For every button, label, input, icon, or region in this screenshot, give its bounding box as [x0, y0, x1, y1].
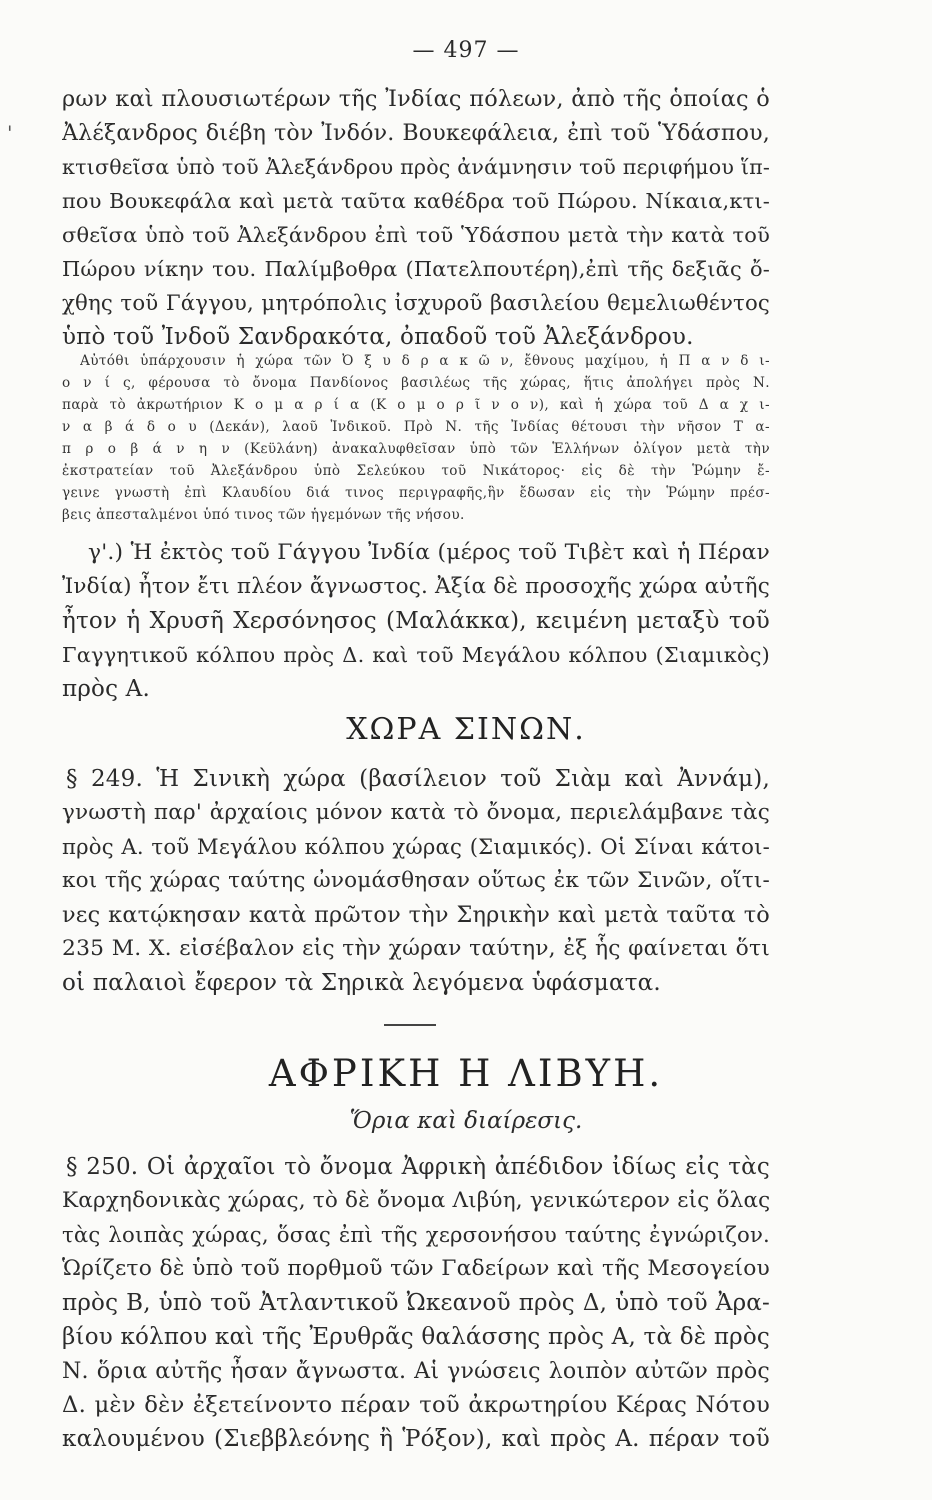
text-line: τὰς λοιπὰς χώρας, ὅσας ἐπὶ τῆς χερσονήσου ταύτης ἐγνώριζον.: [62, 1222, 770, 1247]
text-line: πρὸς Α.: [62, 676, 150, 702]
text-line: κοι τῆς χώρας ταύτης ὠνομάσθησαν οὕτως ἐκ τῶν Σινῶν, οἵτι-: [62, 868, 770, 893]
text-line: καλουμένου (Σιεββλεόνης ἢ Ῥόξον), καὶ πρὸς Α. πέραν τοῦ: [62, 1426, 770, 1452]
note-line: ο ν ί ς, φέρουσα τὸ ὄνομα Πανδίονος βασιλέως τῆς χώρας, ἥτις ἀπολήγει πρὸς Ν.: [62, 375, 770, 391]
note-line: Αὐτόθι ὑπάρχουσιν ἡ χώρα τῶν Ὀ ξ υ δ ρ α κ ῶ ν, ἔθνους μαχίμου, ἡ Π α ν δ ι-: [80, 353, 770, 369]
text-line: πρὸς Α. τοῦ Μεγάλου κόλπου χώρας (Σιαμικός). Οἱ Σίναι κάτοι-: [62, 834, 770, 859]
text-line: που Βουκεφάλα καὶ μετὰ ταῦτα καθέδρα τοῦ Πώρου. Νίκαια,κτι-: [62, 189, 770, 213]
text-line: § 250. Οἱ ἀρχαῖοι τὸ ὄνομα Ἀφρικὴ ἀπέδιδον ἰδίως εἰς τὰς: [66, 1154, 770, 1180]
note-line: ἐκστρατείαν τοῦ Ἀλεξάνδρου ὑπὸ Σελεύκου τοῦ Νικάτορος· εἰς δὲ τὴν Ῥώμην ἔ-: [62, 463, 770, 479]
note-line: βεις ἀπεσταλμένοι ὑπό τινος τῶν ἡγεμόνων τῆς νήσου.: [62, 507, 465, 523]
text-line: Ὡρίζετο δὲ ὑπὸ τοῦ πορθμοῦ τῶν Γαδείρων καὶ τῆς Μεσογείου: [62, 1256, 770, 1281]
margin-mark: ': [7, 121, 13, 145]
text-line: Πώρου νίκην του. Παλίμβοθρα (Πατελπουτέρη),ἐπὶ τῆς δεξιᾶς ὄ-: [62, 257, 770, 281]
text-line: πρὸς Β, ὑπὸ τοῦ Ἀτλαντικοῦ Ὠκεανοῦ πρὸς Δ, ὑπὸ τοῦ Ἀρα-: [62, 1290, 770, 1316]
text-line: ρων καὶ πλουσιωτέρων τῆς Ἰνδίας πόλεων, ἀπὸ τῆς ὁποίας ὁ: [62, 86, 770, 112]
section-heading: ΧΩΡΑ ΣΙΝΩΝ.: [346, 712, 586, 747]
text-line: § 249. Ἡ Σινικὴ χώρα (βασίλειον τοῦ Σιὰμ καὶ Ἀννάμ),: [66, 766, 770, 792]
note-line: παρὰ τὸ ἀκρωτήριον Κ ο μ α ρ ί α (Κ ο μ ο ρ ῖ ν ο ν), καὶ ἡ χώρα τοῦ Δ α χ ι-: [62, 397, 770, 413]
note-line: π ρ ο β ά ν η ν (Κεϋλάνη) ἀνακαλυφθεῖσαν ὑπὸ τῶν Ἑλλήνων ὀλίγον μετὰ τὴν: [62, 441, 770, 457]
page-number: — 497 —: [412, 38, 520, 63]
text-line: σθεῖσα ὑπὸ τοῦ Ἀλεξάνδρου ἐπὶ τοῦ Ὑδάσπου μετὰ τὴν κατὰ τοῦ: [62, 223, 770, 247]
section-divider: [384, 1024, 436, 1026]
text-line: Ἀλέξανδρος διέβη τὸν Ἰνδόν. Βουκεφάλεια, ἐπὶ τοῦ Ὑδάσπου,: [62, 120, 770, 146]
note-line: γεινε γνωστὴ ἐπὶ Κλαυδίου διά τινος περιγραφῆς,ἣν ἔδωσαν εἰς τὴν Ῥώμην πρέσ-: [62, 485, 770, 501]
text-line: 235 Μ. Χ. εἰσέβαλον εἰς τὴν χώραν ταύτην, ἐξ ἧς φαίνεται ὅτι: [62, 936, 770, 961]
text-line: γνωστὴ παρ' ἀρχαίοις μόνον κατὰ τὸ ὄνομα, περιελάμβανε τὰς: [62, 800, 770, 825]
text-line: οἱ παλαιοὶ ἔφερον τὰ Σηρικὰ λεγόμενα ὑφάσματα.: [62, 970, 661, 996]
section-heading: ΑΦΡΙΚΗ Η ΛΙΒΥΗ.: [268, 1052, 664, 1095]
section-subheading: Ὅρια καὶ διαίρεσις.: [349, 1108, 583, 1134]
text-line: χθης τοῦ Γάγγου, μητρόπολις ἰσχυροῦ βασιλείου θεμελιωθέντος: [62, 290, 770, 315]
text-line: Γαγγητικοῦ κόλπου πρὸς Δ. καὶ τοῦ Μεγάλου κόλπου (Σιαμικὸς): [62, 643, 770, 667]
text-line: ὑπὸ τοῦ Ἰνδοῦ Σανδρακότα, ὀπαδοῦ τοῦ Ἀλεξάνδρου.: [62, 324, 694, 350]
text-line: Ἰνδία) ἦτον ἔτι πλέον ἄγνωστος. Ἀξία δὲ προσοχῆς χώρα αὐτῆς: [62, 574, 770, 599]
text-line: Ν. ὅρια αὐτῆς ἦσαν ἄγνωστα. Αἱ γνώσεις λοιπὸν αὐτῶν πρὸς: [62, 1358, 770, 1384]
text-line: βίου κόλπου καὶ τῆς Ἐρυθρᾶς θαλάσσης πρὸς Α, τὰ δὲ πρὸς: [62, 1324, 770, 1350]
text-line: ἦτον ἡ Χρυσῆ Χερσόνησος (Μαλάκκα), κειμένη μεταξὺ τοῦ: [62, 608, 770, 634]
text-line: Καρχηδονικὰς χώρας, τὸ δὲ ὄνομα Λιβύη, γενικώτερον εἰς ὅλας: [62, 1188, 770, 1213]
text-line: γ'.) Ἡ ἐκτὸς τοῦ Γάγγου Ἰνδία (μέρος τοῦ Τιβὲτ καὶ ἡ Πέραν: [88, 540, 770, 565]
text-line: Δ. μὲν δὲν ἐξετείνοντο πέραν τοῦ ἀκρωτηρίου Κέρας Νότου: [62, 1392, 770, 1418]
note-line: ν α β ά δ ο υ (Δεκάν), λαοῦ Ἰνδικοῦ. Πρὸ Ν. τῆς Ἰνδίας θέτουσι τὴν νῆσον Τ α-: [62, 419, 770, 435]
text-line: κτισθεῖσα ὑπὸ τοῦ Ἀλεξάνδρου πρὸς ἀνάμνησιν τοῦ περιφήμου ἵπ-: [62, 155, 770, 179]
text-line: νες κατῴκησαν κατὰ πρῶτον τὴν Σηρικὴν καὶ μετὰ ταῦτα τὸ: [62, 902, 770, 928]
